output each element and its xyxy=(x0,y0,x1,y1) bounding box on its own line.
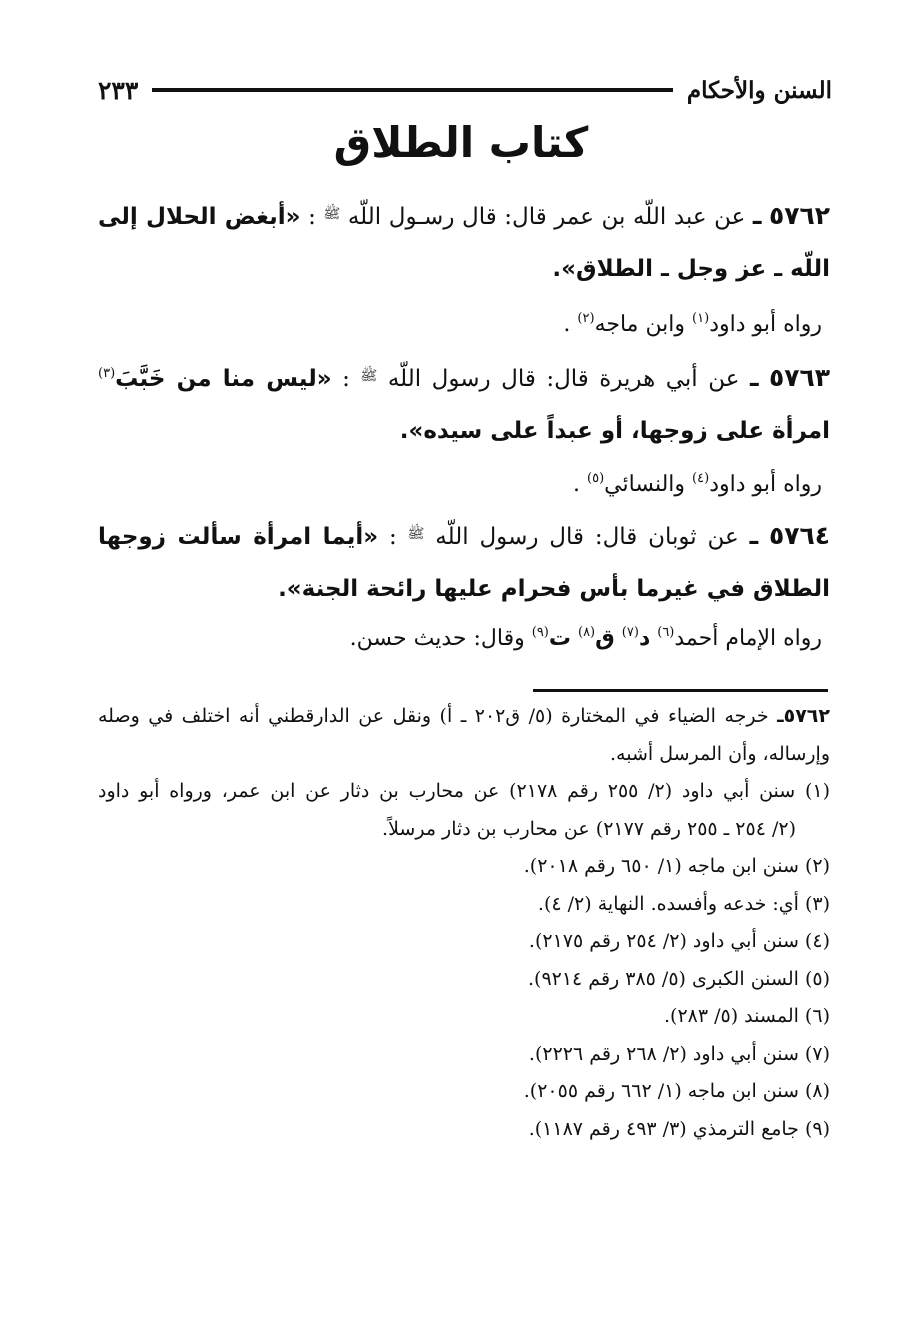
hadith-5763 xyxy=(98,348,830,457)
running-header xyxy=(98,72,832,108)
chapter-title: كتاب الطلاق xyxy=(333,118,589,167)
hadith-isnad: عن ثوبان قال: قال رسول اللّه xyxy=(435,524,739,550)
footnote-ref[interactable]: (٩) xyxy=(531,625,549,640)
footnote-3: (٣) أي: خدعه وأفسده. النهاية (٢/ ٤). xyxy=(537,892,830,915)
salutation-glyph: ﷺ xyxy=(323,206,341,222)
footnote-ref[interactable]: (١) xyxy=(692,311,710,326)
riwaya-text: والنسائي xyxy=(604,472,686,497)
takhrij-text: خرجه الضياء في المختارة (٥/ ق٢٠٢ ـ أ) ونقل عن الدارقطني أنه اختلف في وصله xyxy=(98,705,769,727)
hadith-5762 xyxy=(98,188,830,295)
riwaya-text: وابن ماجه xyxy=(594,312,686,337)
running-title: السنن والأحكام xyxy=(686,76,832,104)
footnote-ref[interactable]: (٥) xyxy=(587,471,605,486)
hadith-matn-cont: امرأة على زوجها، أو عبداً على سيده». xyxy=(399,418,830,444)
footnote-4: (٤) سنن أبي داود (٢/ ٢٥٤ رقم ٢١٧٥). xyxy=(528,930,830,952)
footnotes xyxy=(98,698,830,1148)
riwaya-5762 xyxy=(563,302,822,342)
hadith-isnad: عن عبد اللّه بن عمر قال: قال رسـول اللّه xyxy=(347,204,746,230)
hadith-dash: ـ xyxy=(749,521,759,550)
riwaya-end: . xyxy=(573,472,581,497)
hadith-5764 xyxy=(98,508,830,615)
hadith-colon: : xyxy=(388,524,397,550)
page-number: ٢٣٣ xyxy=(98,75,139,105)
riwaya-5764 xyxy=(350,616,822,656)
footnote-8: (٨) سنن ابن ماجه (١/ ٦٦٢ رقم ٢٠٥٥). xyxy=(523,1080,830,1102)
footnote-5: (٥) السنن الكبرى (٥/ ٣٨٥ رقم ٩٢١٤). xyxy=(527,967,830,990)
takhrij-note-cont: وإرساله، وأن المرسل أشبه. xyxy=(610,742,830,765)
hadith-colon: : xyxy=(342,366,350,392)
riwaya-5763 xyxy=(573,462,822,502)
hadith-matn: «ليس منا من خَبَّبَ xyxy=(115,366,332,392)
salutation-glyph: ﷺ xyxy=(360,368,378,384)
footnote-separator xyxy=(533,689,828,692)
takhrij-note xyxy=(98,698,830,736)
footnote-9: (٩) جامع الترمذي (٣/ ٤٩٣ رقم ١١٨٧). xyxy=(528,1117,830,1140)
hadith-dash: ـ xyxy=(749,363,759,392)
source-abbr-t: ت xyxy=(548,626,571,651)
takhrij-number: ٥٧٦٢ xyxy=(783,705,830,727)
footnote-7: (٧) سنن أبي داود (٢/ ٢٦٨ رقم ٢٢٢٦). xyxy=(528,1042,830,1065)
source-abbr-d: د xyxy=(638,626,651,651)
header-rule xyxy=(152,88,673,92)
hadith-number: ٥٧٦٢ xyxy=(768,201,831,230)
footnote-ref[interactable]: (٣) xyxy=(98,366,116,381)
hadith-number: ٥٧٦٤ xyxy=(769,521,831,550)
footnote-6: (٦) المسند (٥/ ٢٨٣). xyxy=(663,1005,830,1027)
footnote-2: (٢) سنن ابن ماجه (١/ ٦٥٠ رقم ٢٠١٨). xyxy=(523,855,830,877)
hadith-number: ٥٧٦٣ xyxy=(768,363,831,392)
source-abbr-q: ق xyxy=(595,626,615,651)
footnote-ref[interactable]: (٤) xyxy=(692,471,710,486)
riwaya-text: رواه أبو داود xyxy=(709,472,822,497)
riwaya-end: . xyxy=(563,312,571,337)
riwaya-text: رواه أبو داود xyxy=(709,312,822,337)
footnote-ref[interactable]: (٨) xyxy=(577,625,596,640)
hadith-dash: ـ xyxy=(752,201,762,230)
salutation-glyph: ﷺ xyxy=(407,526,425,542)
riwaya-text: رواه الإمام أحمد xyxy=(674,626,822,651)
footnote-ref[interactable]: (٦) xyxy=(657,625,675,640)
footnote-ref[interactable]: (٧) xyxy=(621,625,639,640)
hadith-matn: «أيما امرأة سألت زوجها الطلاق في غيرما بأس فحرام عليها رائحة الجنة». xyxy=(98,524,830,602)
footnote-ref[interactable]: (٢) xyxy=(577,311,595,326)
footnote-1: (١) سنن أبي داود (٢/ ٢٥٥ رقم ٢١٧٨) عن محارب بن دثار عن ابن عمر، ورواه أبو داود xyxy=(98,780,830,802)
footnote-1-cont: (٢/ ٢٥٤ ـ ٢٥٥ رقم ٢١٧٧) عن محارب بن دثار مرسلاً. xyxy=(382,817,796,840)
riwaya-text: وقال: حديث حسن. xyxy=(349,626,525,651)
hadith-isnad: عن أبي هريرة قال: قال رسول اللّه xyxy=(387,366,740,392)
hadith-matn: «أبغض الحلال إلى اللّه ـ عز وجل ـ الطلاق». xyxy=(98,204,830,282)
hadith-colon: : xyxy=(308,204,316,230)
takhrij-dash: ـ xyxy=(777,705,784,727)
